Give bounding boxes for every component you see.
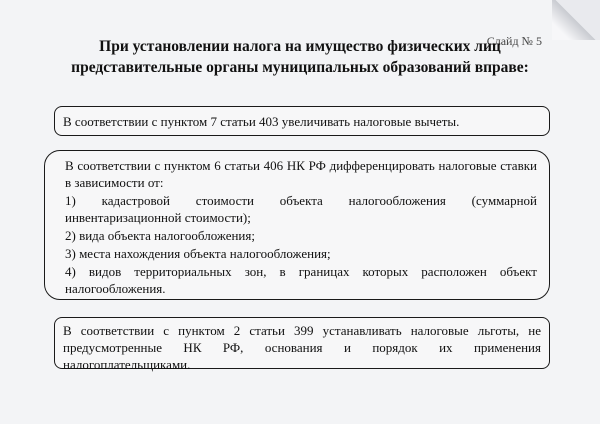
provision-intro-rates: В соответствии с пунктом 6 статьи 406 НК РФ дифференцировать налоговые ставки в зависимости от: — [65, 158, 537, 190]
page-fold-corner — [552, 0, 600, 40]
rate-criterion-1: 1) кадастровой стоимости объекта налогообложения (суммарной инвентаризационной стоимости); — [65, 193, 537, 225]
provision-text-benefits: В соответствии с пунктом 2 статьи 399 устанавливать налоговые льготы, не предусмотренные НК РФ, основания и порядок их применения налогоплательщиками. — [63, 323, 541, 372]
rate-criterion-2: 2) вида объекта налогообложения; — [65, 228, 255, 243]
rate-criterion-3: 3) места нахождения объекта налогообложения; — [65, 246, 331, 261]
provision-box-rates — [44, 150, 550, 300]
provision-box-benefits — [54, 317, 550, 372]
rate-criterion-4: 4) видов территориальных зон, в границах которых расположен объект налогообложения. — [65, 264, 537, 296]
slide-number: Слайд № 5 — [486, 34, 542, 48]
slide-heading: При установлении налога на имущество физических лиц представительные органы муниципальных образований вправе: — [71, 38, 529, 76]
provision-box-deductions — [54, 106, 550, 136]
provision-text-deductions: В соответствии с пунктом 7 статьи 403 увеличивать налоговые вычеты. — [63, 114, 460, 129]
